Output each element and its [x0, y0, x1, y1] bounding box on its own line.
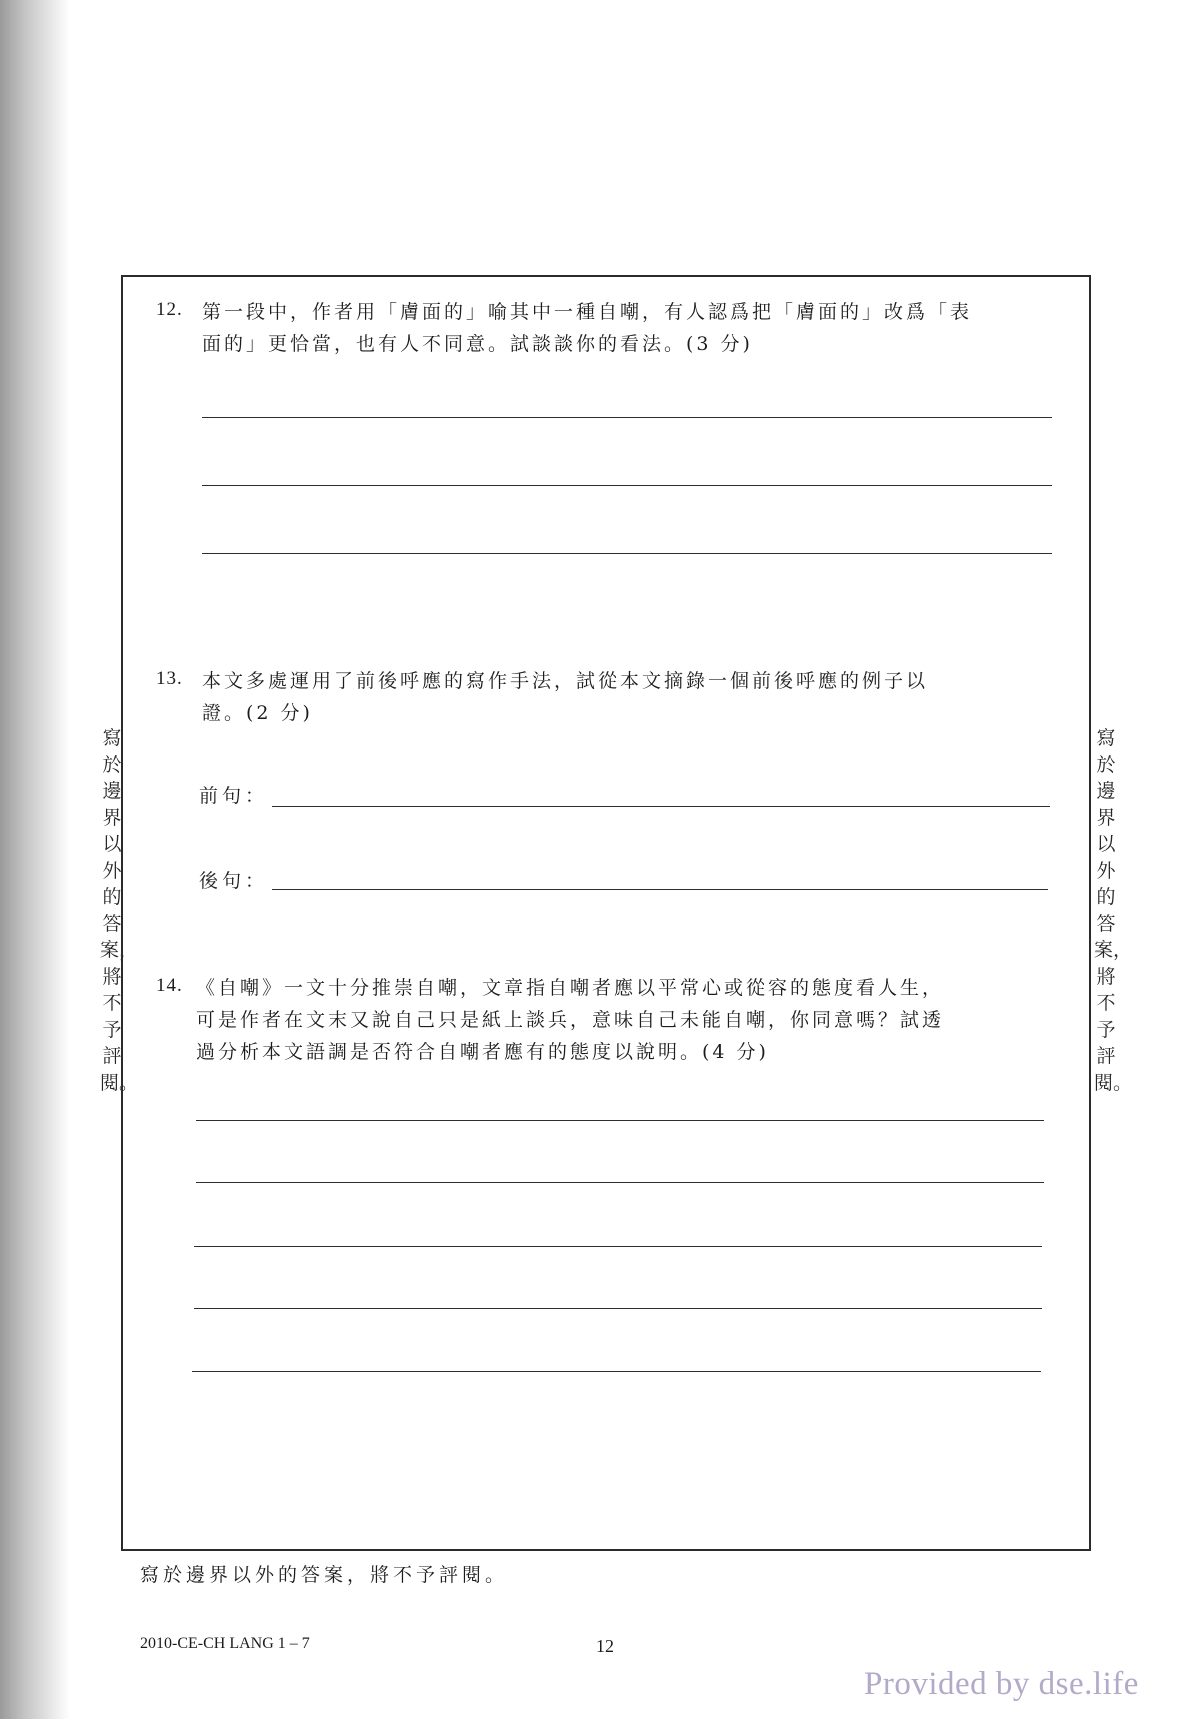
- answer-line-14-2[interactable]: [196, 1182, 1044, 1183]
- question-13-number: 13.: [156, 668, 183, 689]
- back-sentence-line[interactable]: [272, 889, 1048, 890]
- bottom-margin-note: 寫於邊界以外的答案，將不予評閱。: [140, 1564, 509, 1586]
- left-margin-note: 寫於邊界以外的答案，將不予評閱。: [100, 727, 139, 1094]
- front-sentence-line[interactable]: [272, 806, 1050, 807]
- watermark: Provided by dse.life: [864, 1666, 1139, 1702]
- question-13-line-2: 證。(2 分): [202, 702, 313, 724]
- answer-line-14-1[interactable]: [196, 1120, 1044, 1121]
- question-14-line-1: 《自嘲》一文十分推崇自嘲，文章指自嘲者應以平常心或從容的態度看人生，: [196, 977, 945, 999]
- answer-line-14-3[interactable]: [194, 1246, 1042, 1247]
- answer-line-12-2[interactable]: [202, 485, 1052, 486]
- answer-line-14-4[interactable]: [194, 1308, 1042, 1309]
- question-12-number: 12.: [156, 299, 183, 320]
- scan-shadow: [0, 0, 70, 1719]
- question-14-line-2: 可是作者在文末又說自己只是紙上談兵，意味自己未能自嘲，你同意嗎？試透: [196, 1009, 945, 1031]
- answer-line-12-1[interactable]: [202, 417, 1052, 418]
- question-14-line-3: 過分析本文語調是否符合自嘲者應有的態度以說明。(4 分): [196, 1041, 769, 1063]
- question-12-line-1: 第一段中，作者用「膚面的」喻其中一種自嘲，有人認爲把「膚面的」改爲「表: [202, 301, 973, 323]
- front-sentence-label: 前句：: [199, 785, 269, 807]
- back-sentence-label: 後句：: [199, 870, 269, 892]
- answer-line-12-3[interactable]: [202, 553, 1052, 554]
- answer-box: [121, 275, 1091, 1551]
- page-number: 12: [596, 1636, 614, 1656]
- question-13-line-1: 本文多處運用了前後呼應的寫作手法，試從本文摘錄一個前後呼應的例子以: [202, 670, 929, 692]
- answer-line-14-5[interactable]: [192, 1371, 1041, 1372]
- question-14-number: 14.: [156, 975, 183, 996]
- right-margin-note: 寫於邊界以外的答案，將不予評閱。: [1094, 727, 1133, 1094]
- question-12-line-2: 面的」更恰當，也有人不同意。試談談你的看法。(3 分): [202, 333, 753, 355]
- paper-code: 2010-CE-CH LANG 1 – 7: [140, 1635, 310, 1652]
